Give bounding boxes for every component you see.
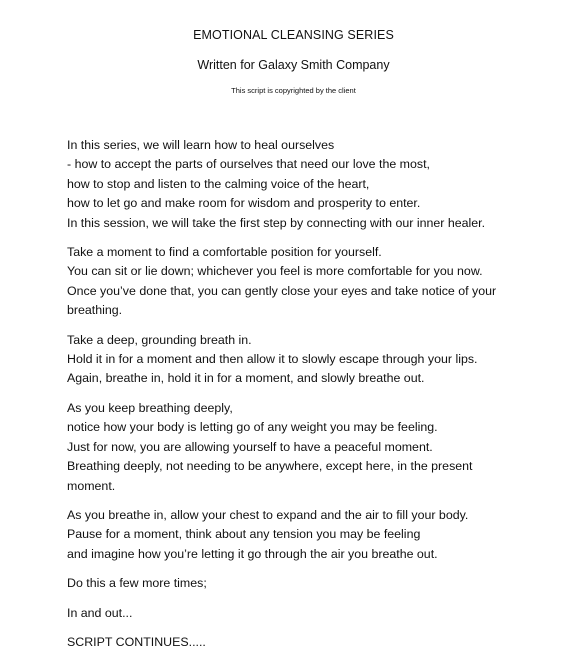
text-line: Do this a few more times; [67, 576, 207, 591]
paragraph-breath [67, 331, 567, 389]
text-line: notice how your body is letting go of any weight you may be feeling. [67, 420, 438, 435]
text-line: Hold it in for a moment and then allow it to slowly escape through your lips. [67, 352, 478, 367]
text-line: Again, breathe in, hold it in for a moment, and slowly breathe out. [67, 371, 425, 386]
text-line: Take a deep, grounding breath in. [67, 332, 252, 347]
paragraph-position [67, 243, 567, 321]
text-line: As you keep breathing deeply, [67, 400, 233, 415]
text-line: and imagine how you’re letting it go through the air you breathe out. [67, 546, 438, 561]
text-line: Breathing deeply, not needing to be anywhere, except here, in the present [67, 459, 473, 474]
text-line: In and out... [67, 605, 133, 620]
text-line: - how to accept the parts of ourselves that need our love the most, [67, 157, 430, 172]
text-line: moment. [67, 478, 116, 493]
text-line: Once you’ve done that, you can gently close your eyes and take notice of your [67, 283, 497, 298]
paragraph-script-continues [67, 633, 567, 652]
text-line: breathing. [67, 303, 123, 318]
text-line: Pause for a moment, think about any tension you may be feeling [67, 527, 421, 542]
text-line: Take a moment to find a comfortable position for yourself. [67, 245, 382, 260]
paragraph-intro [67, 136, 567, 233]
text-line: In this session, we will take the first step by connecting with our inner healer. [67, 215, 486, 230]
paragraph-repeat [67, 574, 567, 593]
text-line: Just for now, you are allowing yourself to have a peaceful moment. [67, 439, 433, 454]
text-line: how to let go and make room for wisdom and prosperity to enter. [67, 196, 421, 211]
document-title: EMOTIONAL CLEANSING SERIES [193, 28, 394, 42]
text-line: how to stop and listen to the calming voice of the heart, [67, 176, 370, 191]
paragraph-deep-breathing [67, 399, 567, 496]
paragraph-in-and-out [67, 604, 567, 623]
paragraph-chest [67, 506, 567, 564]
script-body [67, 136, 567, 662]
text-line: SCRIPT CONTINUES..... [67, 634, 206, 649]
text-line: In this series, we will learn how to heal ourselves [67, 138, 335, 152]
text-line: You can sit or lie down; whichever you feel is more comfortable for you now. [67, 264, 483, 279]
text-line: As you breathe in, allow your chest to expand and the air to fill your body. [67, 507, 469, 522]
document-subtitle: Written for Galaxy Smith Company [197, 58, 390, 72]
copyright-note: This script is copyrighted by the client [231, 86, 356, 95]
